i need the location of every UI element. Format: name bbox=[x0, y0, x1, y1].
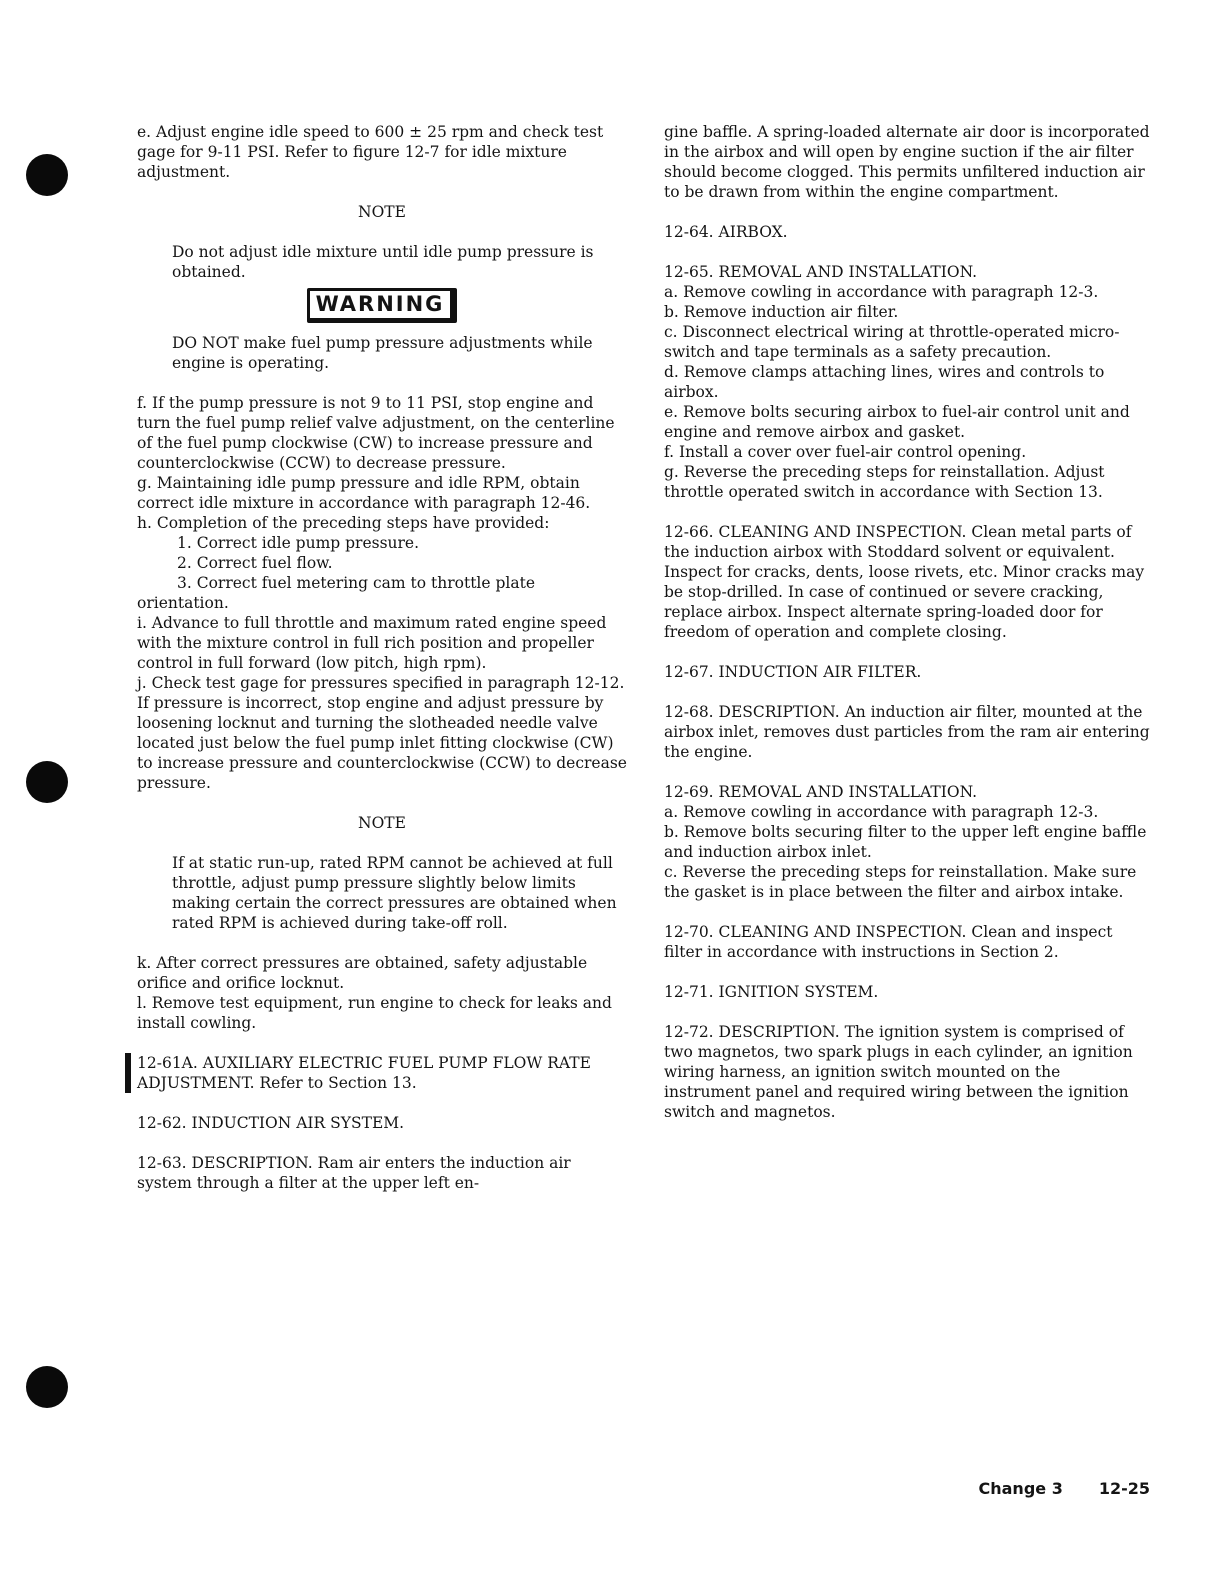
step-j: j. Check test gage for pressures specified in paragraph 12-12. If pressure is incorrect, stop engine and adjust pressure by loosening locknut and turning the slotheaded needle valve located just below the fuel pump inlet fitting clockwise (CW) to increase pressure and counterclockwise (CCW) to decrease pressure. bbox=[137, 674, 627, 792]
step-12-65-c: c. Disconnect electrical wiring at throttle-operated micro-switch and tape terminals as a safety precaution. bbox=[664, 323, 1120, 361]
left-column bbox=[137, 122, 627, 1193]
warning-body: DO NOT make fuel pump pressure adjustments while engine is operating. bbox=[172, 334, 593, 372]
step-12-69-b: b. Remove bolts securing filter to the upper left engine baffle and induction airbox inlet. bbox=[664, 823, 1147, 861]
step-12-69-a: a. Remove cowling in accordance with paragraph 12-3. bbox=[664, 803, 1099, 821]
binder-hole-middle bbox=[26, 761, 68, 803]
paragraph-12-61a: 12-61A. AUXILIARY ELECTRIC FUEL PUMP FLOW RATE ADJUSTMENT. Refer to Section 13. bbox=[125, 1053, 627, 1093]
page-number: 12-25 bbox=[1098, 1479, 1150, 1498]
step-g: g. Maintaining idle pump pressure and idle RPM, obtain correct idle mixture in accordance with paragraph 12-46. bbox=[137, 474, 591, 512]
step-i: i. Advance to full throttle and maximum rated engine speed with the mixture control in full rich position and propeller control in full forward (low pitch, high rpm). bbox=[137, 614, 607, 672]
step-h: h. Completion of the preceding steps have provided: bbox=[137, 514, 550, 532]
step-h-3: 3. Correct fuel metering cam to throttle plate orientation. bbox=[137, 574, 536, 612]
paragraph-12-68: 12-68. DESCRIPTION. An induction air filter, mounted at the airbox inlet, removes dust particles from the ram air entering the engine. bbox=[664, 703, 1150, 761]
binder-hole-top bbox=[26, 154, 68, 196]
step-h-1: 1. Correct idle pump pressure. bbox=[177, 534, 420, 552]
right-column bbox=[664, 122, 1150, 1122]
paragraph-12-70: 12-70. CLEANING AND INSPECTION. Clean and inspect filter in accordance with instructions in Section 2. bbox=[664, 923, 1113, 961]
step-f: f. If the pump pressure is not 9 to 11 PSI, stop engine and turn the fuel pump relief valve adjustment, on the centerline of the fuel pump clockwise (CW) to increase pressure and counterclockwise (CCW) to decrease pressure. bbox=[137, 394, 615, 472]
note-heading: NOTE bbox=[358, 814, 406, 832]
step-12-65-f: f. Install a cover over fuel-air control opening. bbox=[664, 443, 1027, 461]
step-e: e. Adjust engine idle speed to 600 ± 25 rpm and check test gage for 9-11 PSI. Refer to figure 12-7 for idle mixture adjustment. bbox=[137, 123, 604, 181]
step-12-65-g: g. Reverse the preceding steps for reinstallation. Adjust throttle operated switch in accordance with Section 13. bbox=[664, 463, 1105, 501]
step-12-65-d: d. Remove clamps attaching lines, wires and controls to airbox. bbox=[664, 363, 1105, 401]
step-12-65-e: e. Remove bolts securing airbox to fuel-air control unit and engine and remove airbox and gasket. bbox=[664, 403, 1130, 441]
paragraph-12-63-continued: gine baffle. A spring-loaded alternate air door is incorporated in the airbox and will open by engine suction if the air filter should become clogged. This permits unfiltered induction air to be drawn from within the engine compartment. bbox=[664, 123, 1150, 201]
note-body: If at static run-up, rated RPM cannot be achieved at full throttle, adjust pump pressure slightly below limits making certain the correct pressures are obtained when rated RPM is achieved during take-off roll. bbox=[172, 854, 617, 932]
heading-12-67: 12-67. INDUCTION AIR FILTER. bbox=[664, 663, 922, 681]
heading-12-64: 12-64. AIRBOX. bbox=[664, 223, 788, 241]
note-heading: NOTE bbox=[358, 203, 406, 221]
paragraph-12-63: 12-63. DESCRIPTION. Ram air enters the induction air system through a filter at the upper left en- bbox=[137, 1154, 571, 1192]
heading-12-69: 12-69. REMOVAL AND INSTALLATION. bbox=[664, 783, 978, 801]
binder-hole-bottom bbox=[26, 1366, 68, 1408]
heading-12-62: 12-62. INDUCTION AIR SYSTEM. bbox=[137, 1114, 405, 1132]
warning-label: WARNING bbox=[307, 288, 458, 323]
page-footer bbox=[943, 1479, 1151, 1498]
step-12-65-a: a. Remove cowling in accordance with paragraph 12-3. bbox=[664, 283, 1099, 301]
note-body: Do not adjust idle mixture until idle pump pressure is obtained. bbox=[172, 243, 594, 281]
heading-12-65: 12-65. REMOVAL AND INSTALLATION. bbox=[664, 263, 978, 281]
heading-12-71: 12-71. IGNITION SYSTEM. bbox=[664, 983, 879, 1001]
change-number: Change 3 bbox=[978, 1479, 1063, 1498]
paragraph-12-66: 12-66. CLEANING AND INSPECTION. Clean metal parts of the induction airbox with Stoddard solvent or equivalent. Inspect for cracks, dents, loose rivets, etc. Minor cracks may be stop-drilled. In case of continued or severe cracking, replace airbox. Inspect alternate spring-loaded door for freedom of operation and complete closing. bbox=[664, 523, 1145, 641]
step-k: k. After correct pressures are obtained, safety adjustable orifice and orifice locknut. bbox=[137, 954, 588, 992]
step-12-69-c: c. Reverse the preceding steps for reinstallation. Make sure the gasket is in place between the filter and airbox intake. bbox=[664, 863, 1137, 901]
step-l: l. Remove test equipment, run engine to check for leaks and install cowling. bbox=[137, 994, 612, 1032]
step-h-2: 2. Correct fuel flow. bbox=[177, 554, 333, 572]
step-12-65-b: b. Remove induction air filter. bbox=[664, 303, 899, 321]
paragraph-12-72: 12-72. DESCRIPTION. The ignition system is comprised of two magnetos, two spark plugs in each cylinder, an ignition wiring harness, an ignition switch mounted on the instrument panel and required wiring between the ignition switch and magnetos. bbox=[664, 1023, 1133, 1121]
